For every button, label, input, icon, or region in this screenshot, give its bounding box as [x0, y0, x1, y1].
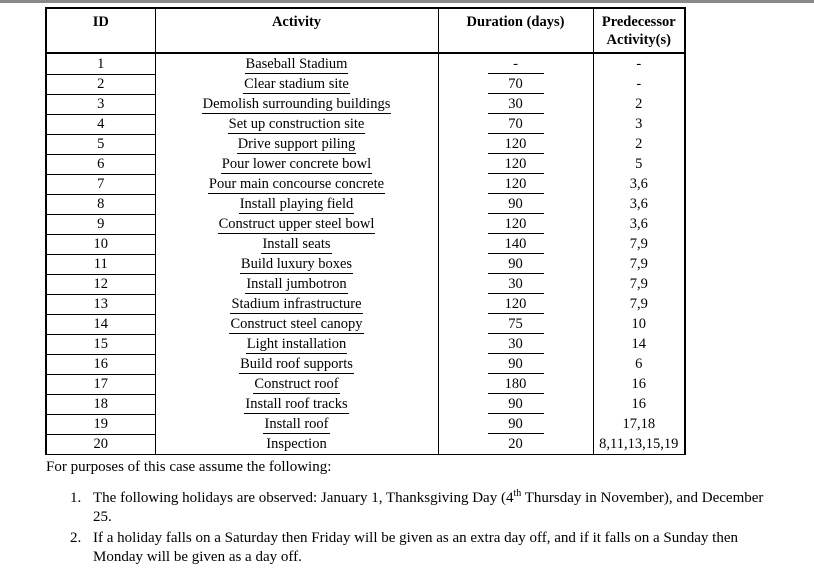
- cell-predecessor: [593, 215, 685, 235]
- cell-id: [46, 315, 155, 335]
- cell-activity-text: Install seats: [262, 236, 331, 252]
- cell-predecessor-text: 7,9: [629, 296, 648, 312]
- cell-activity-text: Light installation: [246, 336, 347, 352]
- cell-duration: [438, 53, 593, 75]
- cell-id: [46, 195, 155, 215]
- cell-activity-text: Drive support piling: [237, 136, 356, 152]
- cell-activity: [155, 415, 438, 435]
- cell-id-text: 9: [47, 216, 155, 235]
- cell-activity-text: Demolish surrounding buildings: [202, 96, 391, 112]
- cell-duration: [438, 315, 593, 335]
- note-text: If a holiday falls on a Saturday then Friday will be given as an extra day off, and if it falls on a Sunday then Monday will be given as a day off.: [93, 530, 738, 565]
- cell-predecessor: [593, 275, 685, 295]
- cell-id-text: 2: [47, 76, 155, 95]
- cell-predecessor-text: -: [636, 56, 642, 72]
- cell-id-text: 4: [47, 116, 155, 135]
- table-row: [46, 195, 685, 215]
- cell-predecessor: [593, 95, 685, 115]
- cell-activity: [155, 215, 438, 235]
- cell-predecessor-text: 14: [631, 336, 646, 352]
- cell-id: [46, 395, 155, 415]
- cell-id: [46, 75, 155, 95]
- cell-activity: [155, 295, 438, 315]
- table-row: [46, 175, 685, 195]
- note-item-1: [46, 489, 766, 527]
- cell-duration-text: 90: [488, 416, 544, 434]
- cell-id: [46, 435, 155, 455]
- cell-activity-text: Build luxury boxes: [240, 256, 353, 272]
- cell-activity-text: Clear stadium site: [244, 76, 349, 92]
- cell-id-text: 6: [47, 156, 155, 175]
- cell-duration: [438, 375, 593, 395]
- cell-predecessor: [593, 255, 685, 275]
- cell-activity: [155, 155, 438, 175]
- cell-predecessor-text: 3,6: [629, 216, 648, 232]
- cell-duration: [438, 155, 593, 175]
- cell-id-text: 10: [47, 236, 155, 255]
- cell-id-text: 1: [47, 56, 155, 75]
- table-row: [46, 75, 685, 95]
- cell-predecessor: [593, 435, 685, 455]
- cell-activity-text: Install roof tracks: [245, 396, 348, 412]
- cell-duration: [438, 295, 593, 315]
- table-row: [46, 53, 685, 75]
- cell-duration: [438, 215, 593, 235]
- cell-activity-text: Baseball Stadium: [245, 56, 348, 72]
- cell-id: [46, 375, 155, 395]
- cell-duration: [438, 115, 593, 135]
- cell-predecessor-text: 7,9: [629, 276, 648, 292]
- cell-predecessor-text: 3,6: [629, 176, 648, 192]
- cell-duration-text: 70: [488, 76, 544, 94]
- cell-id: [46, 215, 155, 235]
- header-duration: Duration (days): [438, 8, 593, 53]
- cell-duration-text: -: [488, 56, 544, 74]
- cell-predecessor: [593, 175, 685, 195]
- cell-activity-text: Construct upper steel bowl: [218, 216, 375, 232]
- cell-id: [46, 175, 155, 195]
- cell-predecessor-text: 7,9: [629, 236, 648, 252]
- cell-duration-text: 120: [488, 176, 544, 194]
- cell-duration: [438, 395, 593, 415]
- cell-predecessor: [593, 53, 685, 75]
- notes-intro: For purposes of this case assume the following:: [46, 459, 332, 475]
- cell-activity: [155, 195, 438, 215]
- cell-activity-text: Install roof: [264, 416, 329, 432]
- cell-predecessor: [593, 235, 685, 255]
- cell-predecessor: [593, 395, 685, 415]
- cell-id-text: 15: [47, 336, 155, 355]
- cell-predecessor: [593, 135, 685, 155]
- cell-activity: [155, 275, 438, 295]
- cell-activity-text: Construct steel canopy: [230, 316, 363, 332]
- cell-duration-text: 90: [488, 256, 544, 274]
- case-notes: [46, 458, 766, 569]
- header-id: ID: [46, 8, 155, 53]
- cell-id-text: 8: [47, 196, 155, 215]
- table-row: [46, 255, 685, 275]
- cell-id: [46, 415, 155, 435]
- cell-duration-text: 20: [508, 436, 523, 452]
- cell-id-text: 5: [47, 136, 155, 155]
- note-text: The following holidays are observed: January 1, Thanksgiving Day (4: [93, 490, 514, 506]
- table-body: [46, 53, 685, 455]
- cell-predecessor-text: 2: [635, 136, 643, 152]
- cell-duration: [438, 355, 593, 375]
- cell-id: [46, 355, 155, 375]
- cell-activity: [155, 315, 438, 335]
- cell-id-text: 11: [47, 256, 155, 275]
- cell-activity: [155, 175, 438, 195]
- table-row: [46, 235, 685, 255]
- cell-duration-text: 120: [488, 216, 544, 234]
- note-text-after: Thursday in November), and December 25.: [93, 490, 764, 525]
- cell-id-text: 20: [93, 436, 108, 452]
- cell-activity: [155, 355, 438, 375]
- cell-activity-text: Pour main concourse concrete: [208, 176, 385, 192]
- table-row: [46, 395, 685, 415]
- cell-duration: [438, 175, 593, 195]
- cell-duration-text: 90: [488, 396, 544, 414]
- table-row: [46, 95, 685, 115]
- cell-duration-text: 70: [488, 116, 544, 134]
- cell-predecessor: [593, 195, 685, 215]
- cell-id-text: 7: [47, 176, 155, 195]
- cell-duration: [438, 195, 593, 215]
- cell-duration-text: 120: [488, 136, 544, 154]
- header-predecessor-line1: Predecessor: [601, 14, 676, 30]
- cell-duration-text: 30: [488, 96, 544, 114]
- cell-duration: [438, 75, 593, 95]
- cell-duration-text: 180: [488, 376, 544, 394]
- table-row: [46, 335, 685, 355]
- cell-id-text: 18: [47, 396, 155, 415]
- cell-activity: [155, 53, 438, 75]
- cell-activity-text: Build roof supports: [240, 356, 353, 372]
- cell-predecessor: [593, 115, 685, 135]
- table-row: [46, 135, 685, 155]
- cell-predecessor: [593, 315, 685, 335]
- cell-id: [46, 275, 155, 295]
- cell-id-text: 12: [47, 276, 155, 295]
- cell-id: [46, 335, 155, 355]
- table-row: [46, 415, 685, 435]
- cell-duration: [438, 335, 593, 355]
- cell-id-text: 3: [47, 96, 155, 115]
- cell-duration: [438, 275, 593, 295]
- cell-id: [46, 255, 155, 275]
- cell-predecessor-text: -: [636, 76, 642, 92]
- cell-id: [46, 235, 155, 255]
- cell-id-text: 14: [47, 316, 155, 335]
- cell-activity: [155, 95, 438, 115]
- cell-activity: [155, 255, 438, 275]
- cell-id-text: 19: [47, 416, 155, 435]
- cell-id: [46, 115, 155, 135]
- cell-predecessor-text: 5: [635, 156, 643, 172]
- cell-activity: [155, 235, 438, 255]
- top-border-line: [0, 0, 814, 3]
- cell-activity: [155, 75, 438, 95]
- table-row: [46, 315, 685, 335]
- notes-list: [46, 489, 766, 567]
- cell-predecessor-text: 7,9: [629, 256, 648, 272]
- cell-activity-text: Construct roof: [254, 376, 339, 392]
- cell-id: [46, 135, 155, 155]
- cell-duration-text: 30: [488, 336, 544, 354]
- cell-activity-text: Install playing field: [239, 196, 354, 212]
- note-number: 1.: [70, 490, 82, 506]
- cell-duration: [438, 415, 593, 435]
- cell-duration-text: 90: [488, 196, 544, 214]
- cell-duration-text: 75: [488, 316, 544, 334]
- cell-predecessor-text: 3,6: [629, 196, 648, 212]
- cell-id: [46, 53, 155, 75]
- cell-activity-text: Set up construction site: [228, 116, 365, 132]
- cell-duration-text: 90: [488, 356, 544, 374]
- table-row: [46, 295, 685, 315]
- header-activity: Activity: [155, 8, 438, 53]
- cell-activity-text: Pour lower concrete bowl: [221, 156, 372, 172]
- cell-activity: [155, 375, 438, 395]
- note-superscript: th: [513, 488, 522, 499]
- cell-activity: [155, 395, 438, 415]
- table-row: [46, 355, 685, 375]
- note-item-2: [46, 529, 766, 567]
- cell-activity-text: Inspection: [266, 436, 327, 452]
- table-row: [46, 155, 685, 175]
- cell-predecessor-text: 2: [635, 96, 643, 112]
- cell-duration-text: 30: [488, 276, 544, 294]
- cell-activity-text: Stadium infrastructure: [231, 296, 362, 312]
- cell-predecessor: [593, 75, 685, 95]
- header-predecessor: [593, 8, 685, 53]
- table-row: [46, 215, 685, 235]
- cell-id: [46, 295, 155, 315]
- cell-activity: [155, 115, 438, 135]
- cell-predecessor-text: 8,11,13,15,19: [599, 436, 679, 452]
- cell-duration-text: 120: [488, 156, 544, 174]
- cell-predecessor-text: 16: [631, 396, 646, 412]
- cell-activity-text: Install jumbotron: [246, 276, 347, 292]
- cell-duration: [438, 135, 593, 155]
- cell-predecessor: [593, 415, 685, 435]
- cell-predecessor-text: 17,18: [622, 416, 656, 432]
- cell-predecessor-text: 3: [635, 116, 643, 132]
- cell-predecessor: [593, 295, 685, 315]
- cell-id-text: 13: [47, 296, 155, 315]
- cell-activity: [155, 135, 438, 155]
- table-row: [46, 115, 685, 135]
- cell-duration: [438, 435, 593, 455]
- cell-id-text: 17: [47, 376, 155, 395]
- cell-duration: [438, 255, 593, 275]
- header-predecessor-line2: Activity(s): [606, 32, 671, 48]
- cell-duration-text: 140: [488, 236, 544, 254]
- cell-duration-text: 120: [488, 296, 544, 314]
- cell-id: [46, 95, 155, 115]
- cell-predecessor-text: 16: [631, 376, 646, 392]
- table-row: [46, 375, 685, 395]
- cell-predecessor: [593, 155, 685, 175]
- cell-duration: [438, 235, 593, 255]
- cell-predecessor: [593, 335, 685, 355]
- cell-predecessor: [593, 375, 685, 395]
- cell-activity: [155, 435, 438, 455]
- table-row: [46, 275, 685, 295]
- cell-predecessor-text: 10: [631, 316, 646, 332]
- cell-id: [46, 155, 155, 175]
- cell-activity: [155, 335, 438, 355]
- cell-predecessor-text: 6: [635, 356, 643, 372]
- table-header-row: [46, 8, 685, 53]
- table-row: [46, 435, 685, 455]
- note-number: 2.: [70, 530, 82, 546]
- cell-predecessor: [593, 355, 685, 375]
- cell-id-text: 16: [47, 356, 155, 375]
- activity-table: [45, 7, 686, 455]
- cell-duration: [438, 95, 593, 115]
